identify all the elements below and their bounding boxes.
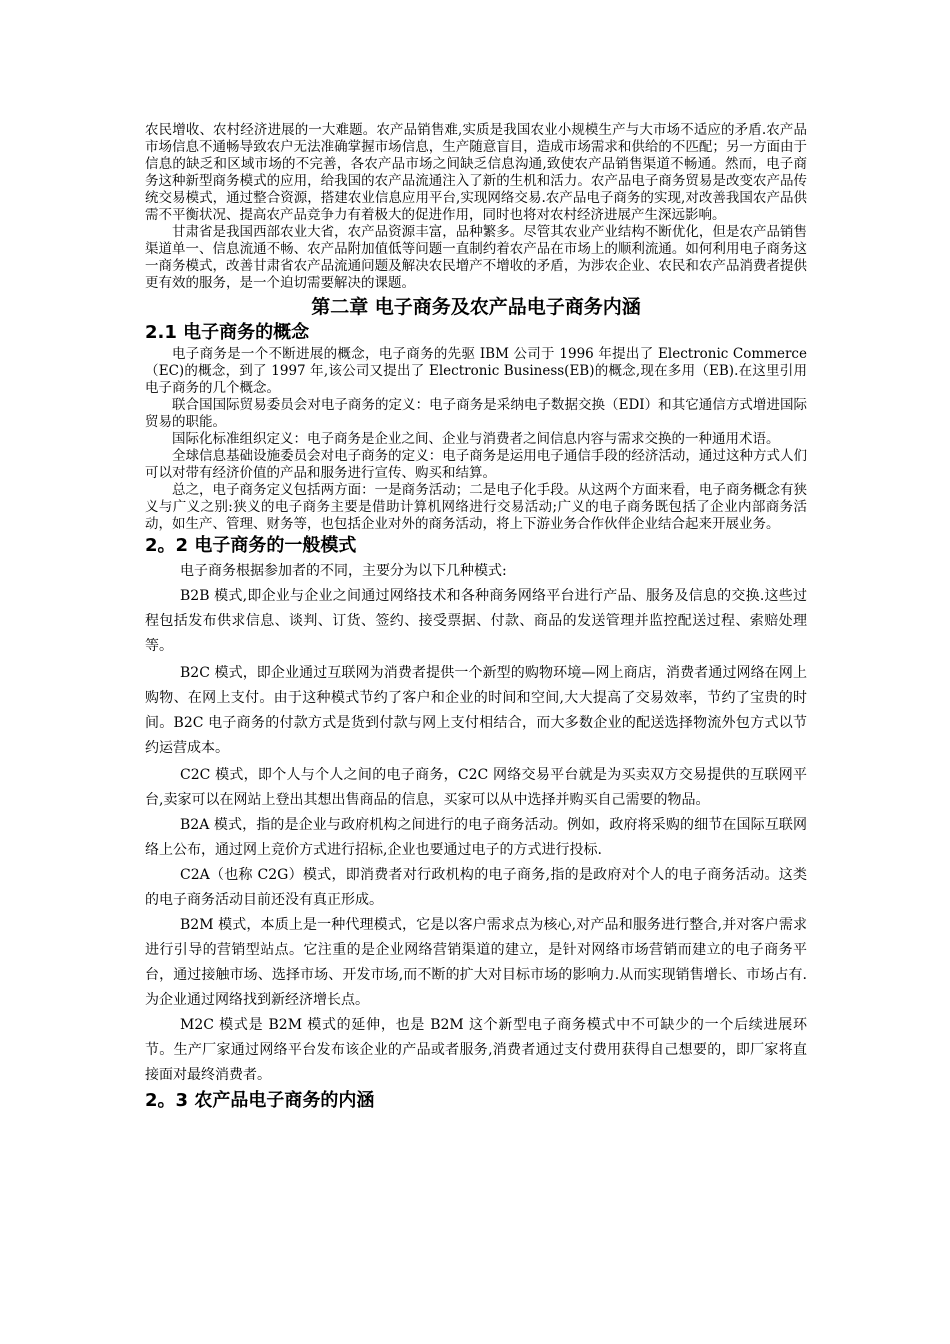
mode-paragraph-b2b: B2B 模式,即企业与企业之间通过网络技术和各种商务网络平台进行产品、服务及信息的交换.这些过程包括发布供求信息、谈判、订货、签约、接受票据、付款、商品的发送管理并监控配送过程、索赔处理等。 <box>145 588 807 654</box>
mode-paragraph-b2c: B2C 模式，即企业通过互联网为消费者提供一个新型的购物环境—网上商店，消费者通过网络在网上购物、在网上支付。由于这种模式节约了客户和企业的时间和空间,大大提高了交易效率，节约了宝贵的时间。B2C 电子商务的付款方式是货到付款与网上支付相结合，而大多数企业的配送选择物流外包方式以节约运营成本。 <box>145 665 807 756</box>
section-2-2-intro: 电子商务根据参加者的不同，主要分为以下几种模式: <box>180 563 507 579</box>
document-page <box>145 122 807 1114</box>
section-2-1-paragraph: 联合国国际贸易委员会对电子商务的定义：电子商务是采纳电子数据交换（EDI）和其它通信方式增进国际贸易的职能。 <box>145 397 807 430</box>
section-2-1-paragraph: 电子商务是一个不断进展的概念，电子商务的先驱 IBM 公司于 1996 年提出了 Electronic Commerce（EC)的概念，到了 1997 年,该公司又提出了 Electronic Business(EB)的概念,现在多用（EB).在这里引用电子商务的几个概念。 <box>145 346 807 396</box>
chapter-title: 第二章 电子商务及农产品电子商务内涵 <box>311 296 641 318</box>
section-2-1-paragraph: 总之，电子商务定义包括两方面：一是商务活动；二是电子化手段。从这两个方面来看，电子商务概念有狭义与广义之别:狭义的电子商务主要是借助计算机网络进行交易活动;广义的电子商务既包括了企业内部商务活动，如生产、管理、财务等，也包括企业对外的商务活动，将上下游业务合作伙伴企业结合起来开展业务。 <box>145 482 807 532</box>
intro-block <box>145 122 807 292</box>
intro-paragraph-2: 甘肃省是我国西部农业大省，农产品资源丰富，品种繁多。尽管其农业产业结构不断优化，但是农产品销售渠道单一、信息流通不畅、农产品附加值低等问题一直制约着农产品在市场上的顺利流通。如何利用电子商务这一商务模式，改善甘肃省农产品流通问题及解决农民增产不增收的矛盾，为涉农企业、农民和农产品消费者提供更有效的服务，是一个迫切需要解决的课题。 <box>145 224 807 291</box>
section-2-1-paragraph: 全球信息基础设施委员会对电子商务的定义：电子商务是运用电子通信手段的经济活动，通过这种方式人们可以对带有经济价值的产品和服务进行宣传、购买和结算。 <box>145 448 807 481</box>
intro-paragraph-1: 农民增收、农村经济进展的一大难题。农产品销售难,实质是我国农业小规模生产与大市场不适应的矛盾.农产品市场信息不通畅导致农户无法准确掌握市场信息，生产随意盲目，造成市场需求和供给的不匹配；另一方面由于信息的缺乏和区域市场的不完善，各农产品市场之间缺乏信息沟通,致使农产品销售渠道不畅通。然而，电子商务这种新型商务模式的应用，给我国的农产品流通注入了新的生机和活力。农产品电子商务贸易是改变农产品传统交易模式，通过整合资源，搭建农业信息应用平台,实现网络交易.农产品电子商务的实现,对改善我国农产品供需不平衡状况、提高农产品竞争力有着极大的促进作用，同时也将对农村经济进展产生深远影响。 <box>145 122 807 223</box>
section-2-2-body <box>145 559 807 1088</box>
section-2-1-paragraph: 国际化标准组织定义：电子商务是企业之间、企业与消费者之间信息内容与需求交换的一种通用术语。 <box>172 431 780 447</box>
section-2-1-body <box>145 346 807 533</box>
section-heading-2-2: 2。2 电子商务的一般模式 <box>145 535 357 556</box>
mode-paragraph-b2m: B2M 模式，本质上是一种代理模式，它是以客户需求点为核心,对产品和服务进行整合,并对客户需求进行引导的营销型站点。它注重的是企业网络营销渠道的建立，是针对网络市场营销而建立的电子商务平台，通过接触市场、选择市场、开发市场,而不断的扩大对目标市场的影响力.从而实现销售增长、市场占有.为企业通过网络找到新经济增长点。 <box>145 917 807 1008</box>
mode-paragraph-c2a: C2A（也称 C2G）模式，即消费者对行政机构的电子商务,指的是政府对个人的电子商务活动。这类的电子商务活动目前还没有真正形成。 <box>145 867 807 908</box>
mode-paragraph-m2c: M2C 模式是 B2M 模式的延伸，也是 B2M 这个新型电子商务模式中不可缺少的一个后续进展环节。生产厂家通过网络平台发布该企业的产品或者服务,消费者通过支付费用获得自己想要的，即厂家将直接面对最终消费者。 <box>145 1017 807 1083</box>
section-heading-2-1: 2.1 电子商务的概念 <box>145 322 310 343</box>
section-heading-2-3: 2。3 农产品电子商务的内涵 <box>145 1090 375 1111</box>
mode-paragraph-c2c: C2C 模式，即个人与个人之间的电子商务，C2C 网络交易平台就是为买卖双方交易提供的互联网平台,卖家可以在网站上登出其想出售商品的信息，买家可以从中选择并购买自己需要的物品。 <box>145 767 807 808</box>
mode-paragraph-b2a: B2A 模式，指的是企业与政府机构之间进行的电子商务活动。例如，政府将采购的细节在国际互联网络上公布，通过网上竞价方式进行招标,企业也要通过电子的方式进行投标. <box>145 817 807 858</box>
